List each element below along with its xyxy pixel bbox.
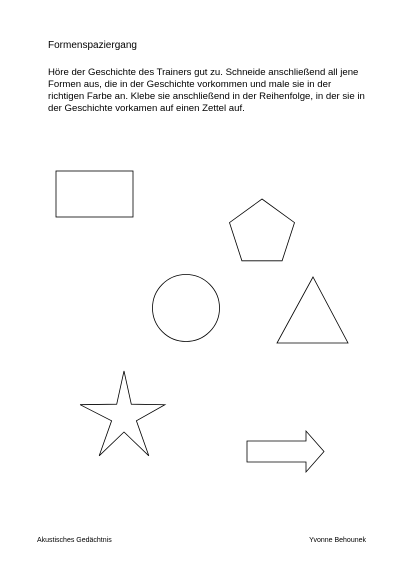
rectangle-shape (56, 171, 133, 217)
instructions-text: Höre der Geschichte des Trainers gut zu. Schneide anschließend all jene Formen aus, die in der Geschichte vorkommen und male sie in der richtigen Farbe an. Klebe sie anschließend in der Reihenfolge, in der sie in der Geschichte vorkamen auf einen Zettel auf. (48, 67, 365, 114)
triangle-shape (277, 277, 348, 343)
worksheet-title: Formenspaziergang (48, 40, 137, 51)
pentagon-shape (230, 199, 295, 261)
arrow-shape (247, 431, 324, 472)
footer-subject: Akustisches Gedächtnis (37, 537, 112, 544)
star-shape (80, 371, 165, 456)
footer-author: Yvonne Behounek (309, 537, 366, 544)
circle-shape (153, 275, 220, 342)
